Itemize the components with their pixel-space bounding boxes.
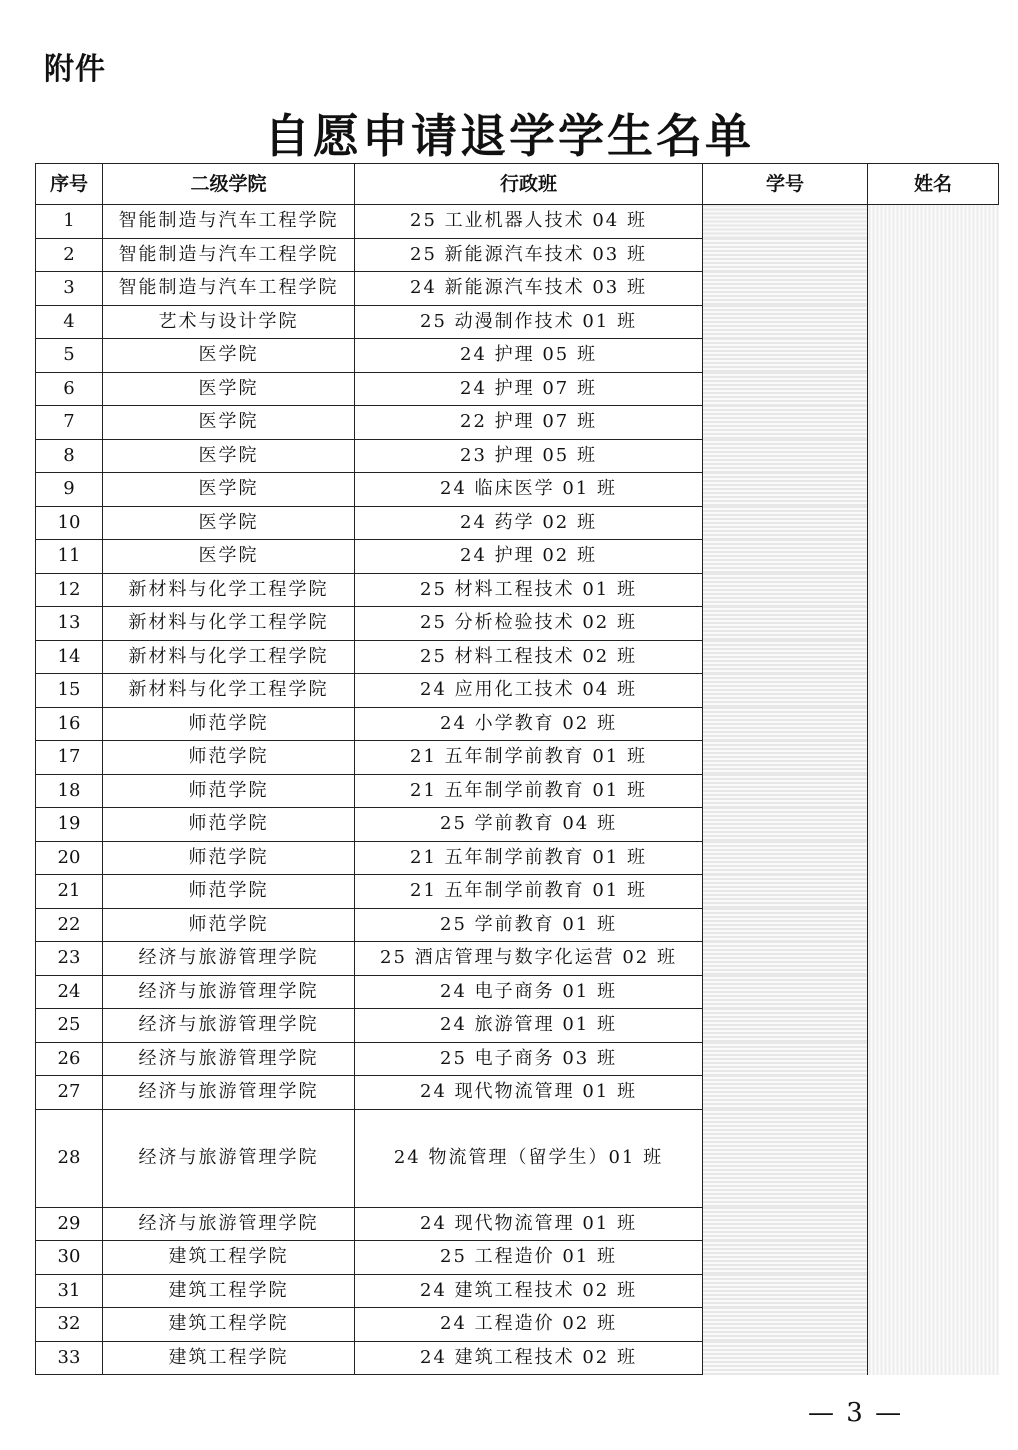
- column-header-college: 二级学院: [103, 164, 355, 205]
- index-cell: 21: [36, 875, 103, 909]
- redacted-name-cell: [868, 741, 999, 775]
- college-cell: 师范学院: [103, 875, 355, 909]
- redacted-student-id-cell: [703, 1207, 868, 1241]
- redacted-student-id-cell: [703, 439, 868, 473]
- class-cell: 25 学前教育 04 班: [355, 808, 703, 842]
- redacted-student-id-cell: [703, 473, 868, 507]
- redacted-student-id-cell: [703, 305, 868, 339]
- redacted-student-id-cell: [703, 540, 868, 574]
- redacted-name-cell: [868, 573, 999, 607]
- class-cell: 24 工程造价 02 班: [355, 1308, 703, 1342]
- college-cell: 建筑工程学院: [103, 1241, 355, 1275]
- table-row: [36, 1076, 999, 1110]
- redacted-name-cell: [868, 272, 999, 306]
- index-cell: 32: [36, 1308, 103, 1342]
- college-cell: 建筑工程学院: [103, 1274, 355, 1308]
- class-cell: 25 学前教育 01 班: [355, 908, 703, 942]
- table-row: [36, 808, 999, 842]
- table-row: [36, 1341, 999, 1375]
- class-cell: 25 材料工程技术 02 班: [355, 640, 703, 674]
- redacted-student-id-cell: [703, 674, 868, 708]
- redacted-name-cell: [868, 1308, 999, 1342]
- table-row: [36, 439, 999, 473]
- index-cell: 5: [36, 339, 103, 373]
- class-cell: 24 建筑工程技术 02 班: [355, 1341, 703, 1375]
- class-cell: 21 五年制学前教育 01 班: [355, 841, 703, 875]
- index-cell: 30: [36, 1241, 103, 1275]
- class-cell: 24 物流管理（留学生）01 班: [355, 1109, 703, 1207]
- table-row: [36, 540, 999, 574]
- college-cell: 经济与旅游管理学院: [103, 942, 355, 976]
- redacted-name-cell: [868, 1009, 999, 1043]
- redacted-name-cell: [868, 808, 999, 842]
- index-cell: 31: [36, 1274, 103, 1308]
- table-row: [36, 1109, 999, 1207]
- index-cell: 24: [36, 975, 103, 1009]
- redacted-student-id-cell: [703, 875, 868, 909]
- page-number: — 3 —: [808, 1398, 904, 1428]
- class-cell: 25 酒店管理与数字化运营 02 班: [355, 942, 703, 976]
- table-row: [36, 1207, 999, 1241]
- college-cell: 智能制造与汽车工程学院: [103, 272, 355, 306]
- table-row: [36, 339, 999, 373]
- index-cell: 2: [36, 238, 103, 272]
- college-cell: 师范学院: [103, 841, 355, 875]
- redacted-student-id-cell: [703, 1274, 868, 1308]
- college-cell: 师范学院: [103, 707, 355, 741]
- index-cell: 9: [36, 473, 103, 507]
- index-cell: 3: [36, 272, 103, 306]
- table-row: [36, 205, 999, 239]
- index-cell: 10: [36, 506, 103, 540]
- table-row: [36, 975, 999, 1009]
- index-cell: 28: [36, 1109, 103, 1207]
- column-header-student-id: 学号: [703, 164, 868, 205]
- redacted-name-cell: [868, 1341, 999, 1375]
- redacted-name-cell: [868, 607, 999, 641]
- index-cell: 19: [36, 808, 103, 842]
- table-row: [36, 607, 999, 641]
- redacted-name-cell: [868, 875, 999, 909]
- index-cell: 17: [36, 741, 103, 775]
- redacted-student-id-cell: [703, 238, 868, 272]
- column-header-index: 序号: [36, 164, 103, 205]
- college-cell: 师范学院: [103, 774, 355, 808]
- column-header-name: 姓名: [868, 164, 999, 205]
- index-cell: 8: [36, 439, 103, 473]
- class-cell: 25 工业机器人技术 04 班: [355, 205, 703, 239]
- college-cell: 医学院: [103, 540, 355, 574]
- redacted-student-id-cell: [703, 607, 868, 641]
- redacted-name-cell: [868, 1109, 999, 1207]
- table-row: [36, 741, 999, 775]
- college-cell: 智能制造与汽车工程学院: [103, 238, 355, 272]
- redacted-name-cell: [868, 439, 999, 473]
- college-cell: 建筑工程学院: [103, 1341, 355, 1375]
- college-cell: 师范学院: [103, 808, 355, 842]
- index-cell: 6: [36, 372, 103, 406]
- redacted-student-id-cell: [703, 808, 868, 842]
- class-cell: 25 动漫制作技术 01 班: [355, 305, 703, 339]
- table-row: [36, 238, 999, 272]
- redacted-student-id-cell: [703, 1109, 868, 1207]
- index-cell: 7: [36, 406, 103, 440]
- document-title: 自愿申请退学学生名单: [264, 109, 754, 163]
- college-cell: 医学院: [103, 506, 355, 540]
- redacted-name-cell: [868, 205, 999, 239]
- redacted-student-id-cell: [703, 908, 868, 942]
- table-row: [36, 305, 999, 339]
- college-cell: 经济与旅游管理学院: [103, 1009, 355, 1043]
- class-cell: 21 五年制学前教育 01 班: [355, 875, 703, 909]
- table-row: [36, 908, 999, 942]
- table-row: [36, 640, 999, 674]
- index-cell: 12: [36, 573, 103, 607]
- college-cell: 新材料与化学工程学院: [103, 607, 355, 641]
- redacted-student-id-cell: [703, 1308, 868, 1342]
- index-cell: 29: [36, 1207, 103, 1241]
- table-row: [36, 573, 999, 607]
- redacted-name-cell: [868, 975, 999, 1009]
- class-cell: 24 建筑工程技术 02 班: [355, 1274, 703, 1308]
- redacted-name-cell: [868, 473, 999, 507]
- college-cell: 经济与旅游管理学院: [103, 975, 355, 1009]
- college-cell: 师范学院: [103, 741, 355, 775]
- redacted-student-id-cell: [703, 1076, 868, 1110]
- table-row: [36, 1241, 999, 1275]
- class-cell: 24 临床医学 01 班: [355, 473, 703, 507]
- class-cell: 24 护理 02 班: [355, 540, 703, 574]
- redacted-name-cell: [868, 674, 999, 708]
- table-row: [36, 473, 999, 507]
- index-cell: 1: [36, 205, 103, 239]
- redacted-name-cell: [868, 372, 999, 406]
- class-cell: 24 现代物流管理 01 班: [355, 1207, 703, 1241]
- index-cell: 26: [36, 1042, 103, 1076]
- index-cell: 16: [36, 707, 103, 741]
- class-cell: 25 材料工程技术 01 班: [355, 573, 703, 607]
- column-header-class: 行政班: [355, 164, 703, 205]
- table-row: [36, 1009, 999, 1043]
- table-row: [36, 272, 999, 306]
- college-cell: 医学院: [103, 473, 355, 507]
- redacted-name-cell: [868, 774, 999, 808]
- class-cell: 24 应用化工技术 04 班: [355, 674, 703, 708]
- redacted-name-cell: [868, 339, 999, 373]
- index-cell: 33: [36, 1341, 103, 1375]
- redacted-student-id-cell: [703, 942, 868, 976]
- table-row: [36, 875, 999, 909]
- class-cell: 25 工程造价 01 班: [355, 1241, 703, 1275]
- college-cell: 医学院: [103, 372, 355, 406]
- table-row: [36, 841, 999, 875]
- index-cell: 22: [36, 908, 103, 942]
- redacted-student-id-cell: [703, 506, 868, 540]
- redacted-student-id-cell: [703, 841, 868, 875]
- class-cell: 24 护理 05 班: [355, 339, 703, 373]
- redacted-name-cell: [868, 506, 999, 540]
- redacted-student-id-cell: [703, 640, 868, 674]
- redacted-student-id-cell: [703, 1341, 868, 1375]
- redacted-student-id-cell: [703, 372, 868, 406]
- redacted-student-id-cell: [703, 975, 868, 1009]
- table-row: [36, 674, 999, 708]
- table-row: [36, 942, 999, 976]
- table-row: [36, 1308, 999, 1342]
- withdrawal-student-table: [35, 163, 999, 1375]
- redacted-student-id-cell: [703, 339, 868, 373]
- index-cell: 13: [36, 607, 103, 641]
- class-cell: 25 新能源汽车技术 03 班: [355, 238, 703, 272]
- college-cell: 智能制造与汽车工程学院: [103, 205, 355, 239]
- index-cell: 15: [36, 674, 103, 708]
- redacted-student-id-cell: [703, 205, 868, 239]
- index-cell: 14: [36, 640, 103, 674]
- redacted-name-cell: [868, 305, 999, 339]
- class-cell: 24 新能源汽车技术 03 班: [355, 272, 703, 306]
- table-row: [36, 406, 999, 440]
- class-cell: 24 旅游管理 01 班: [355, 1009, 703, 1043]
- class-cell: 24 护理 07 班: [355, 372, 703, 406]
- class-cell: 21 五年制学前教育 01 班: [355, 741, 703, 775]
- redacted-name-cell: [868, 841, 999, 875]
- class-cell: 23 护理 05 班: [355, 439, 703, 473]
- table-body: [36, 205, 999, 1375]
- redacted-student-id-cell: [703, 573, 868, 607]
- college-cell: 医学院: [103, 439, 355, 473]
- index-cell: 11: [36, 540, 103, 574]
- class-cell: 24 药学 02 班: [355, 506, 703, 540]
- class-cell: 24 电子商务 01 班: [355, 975, 703, 1009]
- college-cell: 新材料与化学工程学院: [103, 674, 355, 708]
- table-row: [36, 506, 999, 540]
- redacted-student-id-cell: [703, 272, 868, 306]
- index-cell: 23: [36, 942, 103, 976]
- redacted-name-cell: [868, 406, 999, 440]
- redacted-name-cell: [868, 942, 999, 976]
- index-cell: 27: [36, 1076, 103, 1110]
- redacted-student-id-cell: [703, 1241, 868, 1275]
- redacted-name-cell: [868, 707, 999, 741]
- college-cell: 经济与旅游管理学院: [103, 1207, 355, 1241]
- table-header-row: [36, 164, 999, 205]
- table-row: [36, 372, 999, 406]
- college-cell: 医学院: [103, 406, 355, 440]
- index-cell: 4: [36, 305, 103, 339]
- college-cell: 医学院: [103, 339, 355, 373]
- redacted-name-cell: [868, 908, 999, 942]
- college-cell: 艺术与设计学院: [103, 305, 355, 339]
- redacted-name-cell: [868, 1076, 999, 1110]
- redacted-student-id-cell: [703, 707, 868, 741]
- class-cell: 22 护理 07 班: [355, 406, 703, 440]
- college-cell: 师范学院: [103, 908, 355, 942]
- redacted-name-cell: [868, 1207, 999, 1241]
- redacted-student-id-cell: [703, 1009, 868, 1043]
- index-cell: 18: [36, 774, 103, 808]
- college-cell: 建筑工程学院: [103, 1308, 355, 1342]
- college-cell: 经济与旅游管理学院: [103, 1109, 355, 1207]
- table-row: [36, 774, 999, 808]
- class-cell: 21 五年制学前教育 01 班: [355, 774, 703, 808]
- college-cell: 新材料与化学工程学院: [103, 640, 355, 674]
- redacted-student-id-cell: [703, 774, 868, 808]
- redacted-name-cell: [868, 640, 999, 674]
- class-cell: 25 分析检验技术 02 班: [355, 607, 703, 641]
- table-row: [36, 1042, 999, 1076]
- redacted-name-cell: [868, 1274, 999, 1308]
- class-cell: 24 小学教育 02 班: [355, 707, 703, 741]
- index-cell: 25: [36, 1009, 103, 1043]
- redacted-name-cell: [868, 1241, 999, 1275]
- attachment-label: 附件: [44, 52, 106, 87]
- college-cell: 经济与旅游管理学院: [103, 1076, 355, 1110]
- class-cell: 24 现代物流管理 01 班: [355, 1076, 703, 1110]
- class-cell: 25 电子商务 03 班: [355, 1042, 703, 1076]
- redacted-name-cell: [868, 540, 999, 574]
- index-cell: 20: [36, 841, 103, 875]
- college-cell: 经济与旅游管理学院: [103, 1042, 355, 1076]
- redacted-student-id-cell: [703, 406, 868, 440]
- redacted-student-id-cell: [703, 1042, 868, 1076]
- table-row: [36, 1274, 999, 1308]
- redacted-name-cell: [868, 1042, 999, 1076]
- redacted-student-id-cell: [703, 741, 868, 775]
- college-cell: 新材料与化学工程学院: [103, 573, 355, 607]
- table-row: [36, 707, 999, 741]
- redacted-name-cell: [868, 238, 999, 272]
